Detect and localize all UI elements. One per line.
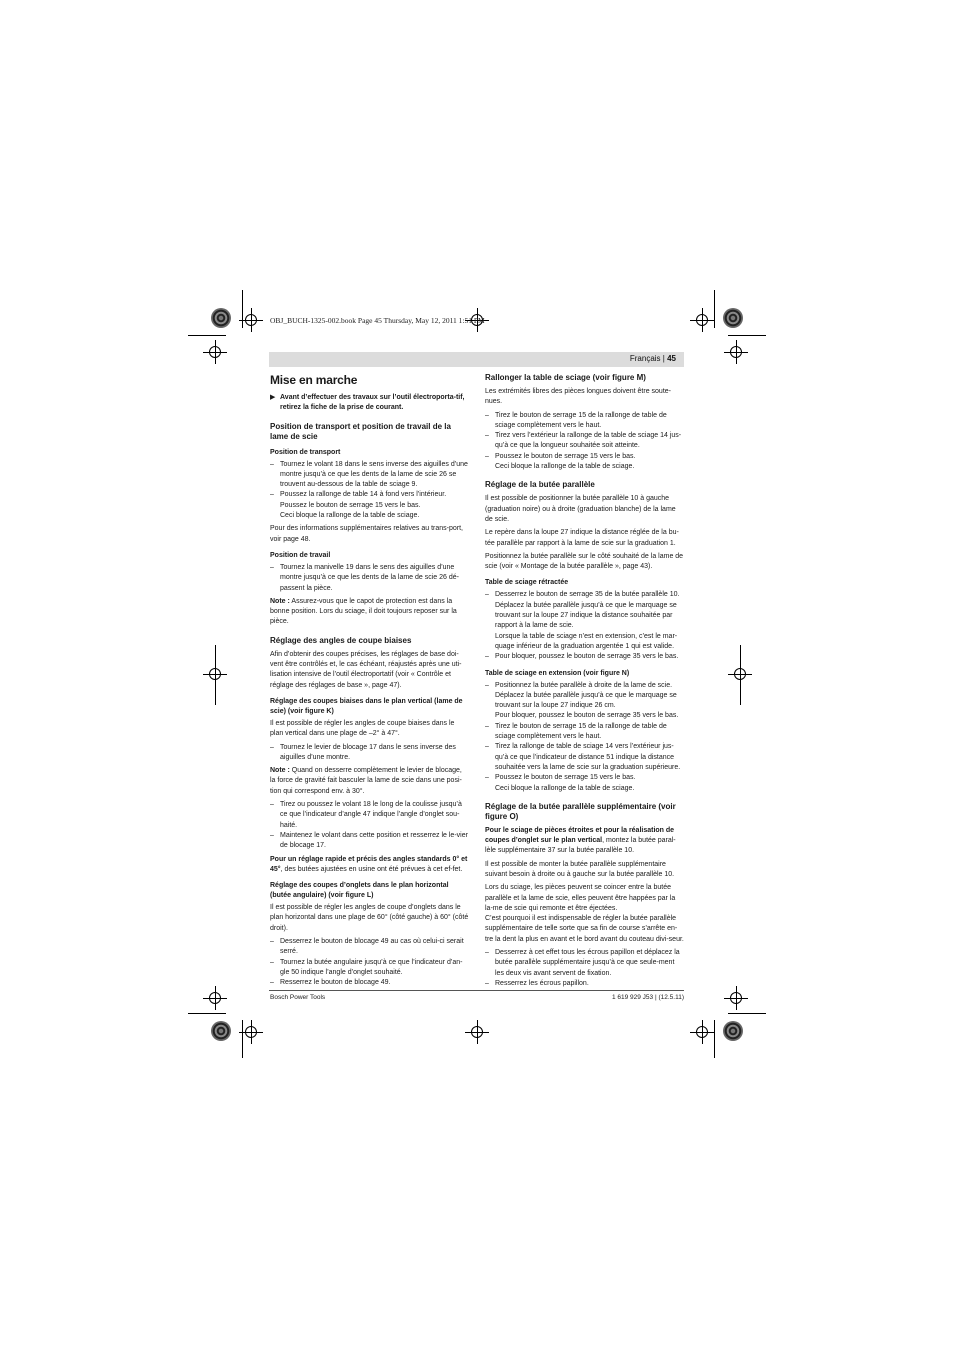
list-item: – Tournez le levier de blocage 17 dans le sens inverse des aiguilles d’une montre. (270, 743, 469, 764)
extend-steps (485, 411, 684, 462)
color-target-icon (211, 308, 231, 328)
crop-line (728, 1013, 766, 1014)
aux-bold: Pour le sciage de pièces étroites et pour la réalisation de coupes d’onglet sur le plan vertical (485, 826, 675, 845)
warning-text: Avant d’effectuer des travaux sur l’outil électroporta-tif, retirez la fiche de la prise de courant. (280, 394, 465, 412)
print-slug: OBJ_BUCH-1325-002.book Page 45 Thursday, May 12, 2011 1:51 PM (270, 316, 485, 325)
warning-triangle-icon: ▶ (270, 394, 276, 401)
list-item-continuation: Déplacez la butée parallèle jusqu’à ce que le marquage se trouvant sur la loupe 27 indique 26 cm. (495, 691, 677, 710)
parallel-p3: Positionnez la butée parallèle sur le côté souhaité de la lame de scie (voir « Montage de la butée parallèle », page 43). (485, 552, 684, 571)
aux-p4: C’est pourquoi il est indispensable de régler la butée parallèle supplémentaire de telle sorte que sa fin de course s’arrête en-tre la dent la plus en avant et le bord avant du couteau divi-seur. (485, 915, 684, 943)
extend-continuation: Ceci bloque la rallonge de la table de sciage. (495, 463, 635, 471)
note-label: Note : (270, 597, 290, 605)
registration-mark-icon (203, 986, 227, 1010)
list-item: – Desserrez à cet effet tous les écrous papillon et déplacez la butée parallèle supplémentaire jusqu’à ce que seule-ment les deux vis avant servent de fixation. (485, 948, 684, 979)
vertical-subheading: Réglage des coupes biaises dans le plan vertical (lame de scie) (voir figure K) (270, 697, 463, 715)
transport-heading: Position de transport et position de travail de la lame de scie (270, 421, 451, 441)
work-steps (270, 563, 469, 594)
work-subheading: Position de travail (270, 551, 331, 559)
registration-mark-icon (724, 340, 748, 364)
list-item (485, 590, 684, 652)
list-item: – Poussez le bouton de serrage 15 vers le bas. (485, 452, 684, 462)
list-item: – Tirez vers l’extérieur la rallonge de la table de sciage 14 jus-qu’à ce que la longueur souhaitée soit atteinte. (485, 431, 684, 452)
list-item: – Poussez la rallonge de table 14 à fond vers l’intérieur. Poussez le bouton de serrage 15 vers le bas. (270, 490, 469, 511)
list-item: – Tournez le volant 18 dans le sens inverse des aiguilles d’une montre jusqu’à ce que les dents de la lame de scie 26 se trouvent au-dessous de la table de sciage 9. (270, 460, 469, 491)
registration-mark-icon (239, 308, 263, 332)
list-item: – Tirez le bouton de serrage 15 de la rallonge de table de sciage complètement vers le haut. (485, 722, 684, 743)
header-language: Français (629, 354, 661, 363)
work-note (270, 597, 469, 628)
list-item-continuation: Déplacez la butée parallèle jusqu’à ce que le marquage se trouvant sur la loupe 27 indique la distance souhaitée par rapport à la lame de scie. (495, 601, 677, 630)
aux-bold-rest: , montez la butée paral-lèle supplémentaire 37 sur la butée parallèle 10. (485, 837, 676, 855)
crop-line (188, 1013, 226, 1014)
aux-p3: Lors du sciage, les pièces peuvent se coincer entre la butée parallèle et la lame de scie, elles peuvent être happées par la la-me de scie qui remonte et être éjectées. (485, 884, 676, 912)
extended-continuation: Ceci bloque la rallonge de la table de sciage. (495, 784, 635, 792)
right-column (485, 371, 684, 992)
list-item: – Pour bloquer, poussez le bouton de serrage 35 vers le bas. (485, 652, 684, 662)
vertical-intro: Il est possible de régler les angles de coupe biaises dans le plan vertical dans une plage de –2° à 47°. (270, 719, 455, 738)
color-target-icon (723, 308, 743, 328)
page-number: 45 (667, 354, 676, 363)
quick-setting (270, 855, 469, 876)
list-item-continuation: Lorsque la table de sciage n’est en extension, c’est le mar-quage inférieur de la graduation argentée 1 qui est valide. (495, 632, 678, 650)
vertical-steps-2 (270, 800, 469, 851)
crop-line (728, 335, 766, 336)
list-item: – Tournez la butée angulaire jusqu’à ce que l’indicateur d’an-gle 50 indique l’angle d’onglet souhaité. (270, 958, 469, 979)
note-text: Assurez-vous que le capot de protection est dans la bonne position. Lors du sciage, il doit toujours reposer sur la pièce. (270, 597, 457, 626)
aux-steps (485, 948, 684, 989)
footer-code: 1 619 929 J53 | (12.5.11) (611, 994, 684, 1001)
transport-steps (270, 460, 469, 511)
parallel-p2: Le repère dans la loupe 27 indique la distance réglée de la bu-tée parallèle par rapport à la lame de scie sur la graduation 1. (485, 529, 679, 547)
aux-p2: Il est possible de monter la butée parallèle supplémentaire suivant besoin à droite ou à gauche sur la butée parallèle 10. (485, 860, 675, 878)
list-item-text: Positionnez la butée parallèle à droite de la lame de scie. (495, 681, 673, 689)
list-item: – Maintenez le volant dans cette position et resserrez le le-vier de blocage 17. (270, 831, 469, 852)
footer-brand: Bosch Power Tools (270, 994, 326, 1001)
crop-line (714, 1020, 715, 1058)
parallel-heading: Réglage de la butée parallèle (485, 480, 595, 490)
list-item: – Tirez ou poussez le volant 18 le long de la coulisse jusqu’à ce que l’indicateur d’angle 47 indique l’angle d’onglet sou-haité. (270, 800, 469, 831)
list-item-text: Desserrez le bouton de serrage 35 de la butée parallèle 10. (495, 591, 680, 599)
list-item (485, 681, 684, 722)
list-item-continuation: Pour bloquer, poussez le bouton de serrage 35 vers le bas. (495, 712, 679, 720)
retracted-steps (485, 590, 684, 662)
list-item: – Tournez la manivelle 19 dans le sens des aiguilles d’une montre jusqu’à ce que les dents de la lame de scie 26 dé-passent la pièce. (270, 563, 469, 594)
registration-mark-icon (239, 1020, 263, 1044)
list-item: – Resserrez les écrous papillon. (485, 979, 684, 989)
extend-heading: Rallonger la table de sciage (voir figure M) (485, 373, 646, 382)
registration-mark-icon (465, 1020, 489, 1044)
note-text: Quand on desserre complètement le levier de blocage, la force de gravité fait basculer la lame de scie dans une posi-tion qui correspond env. à 30°. (270, 767, 462, 795)
registration-mark-icon (203, 662, 227, 686)
bevel-heading: Réglage des angles de coupe biaises (270, 635, 412, 645)
registration-mark-icon (724, 986, 748, 1010)
vertical-steps (270, 743, 469, 764)
section-title: Mise en marche (270, 373, 358, 387)
aux-p1 (485, 826, 684, 857)
horizontal-steps (270, 937, 469, 988)
parallel-p1: Il est possible de positionner la butée parallèle 10 à gauche (graduation noire) ou à droite (graduation blanche) de la lame de scie. (485, 495, 676, 523)
retracted-subheading: Table de sciage rétractée (485, 579, 569, 587)
safety-warning (270, 393, 469, 414)
quick-bold: Pour un réglage rapide et précis des angles standards 0° et 45° (270, 855, 468, 873)
list-item: – Tirez la rallonge de table de sciage 14 vers l’extérieur jus-qu’à ce que l’indicateur de distance 51 indique la distance souhaitée vers la lame de scie sur la graduation supérieure. (485, 742, 684, 773)
left-column (270, 371, 469, 991)
horizontal-subheading: Réglage des coupes d’onglets dans le plan horizontal (butée angulaire) (voir figure L) (270, 882, 449, 900)
crop-line (714, 290, 715, 328)
header-text: Français | 45 (629, 354, 676, 363)
registration-mark-icon (690, 308, 714, 332)
registration-mark-icon (728, 662, 752, 686)
horizontal-intro: Il est possible de régler les angles de coupe d’onglets dans le plan horizontal dans une plage de 60° (côté gauche) à 60° (côté droit). (270, 904, 469, 932)
registration-mark-icon (203, 340, 227, 364)
transport-info: Pour des informations supplémentaires relatives au trans-port, voir page 48. (270, 525, 463, 543)
extended-steps (485, 681, 684, 784)
bevel-intro: Afin d’obtenir des coupes précises, les réglages de base doi-vent être contrôlés et, le cas échéant, réajustés après une uti-lisation intensive de l’outil électroportatif (voir « Contrôle et réglage des réglages de base », page 47). (270, 650, 462, 689)
list-item: – Tirez le bouton de serrage 15 de la rallonge de table de sciage complètement vers le haut. (485, 411, 684, 432)
transport-continuation: Ceci bloque la rallonge de la table de sciage. (280, 512, 420, 520)
list-item: – Resserrez le bouton de blocage 49. (270, 978, 469, 988)
page-header (269, 352, 684, 367)
note-label: Note : (270, 767, 290, 775)
extended-subheading: Table de sciage en extension (voir figure N) (485, 669, 630, 677)
quick-rest: , des butées ajustées en usine ont été prévues à cet ef-fet. (280, 865, 463, 873)
vertical-note (270, 766, 469, 797)
color-target-icon (723, 1021, 743, 1041)
list-item: – Poussez le bouton de serrage 15 vers le bas. (485, 773, 684, 783)
transport-subheading: Position de transport (270, 448, 341, 456)
crop-line (188, 335, 226, 336)
list-item: – Desserrez le bouton de blocage 49 au cas où celui-ci serait serré. (270, 937, 469, 958)
color-target-icon (211, 1021, 231, 1041)
registration-mark-icon (690, 1020, 714, 1044)
extend-intro: Les extrémités libres des pièces longues doivent être soute-nues. (485, 388, 671, 406)
footer-rule (269, 990, 684, 991)
aux-heading: Réglage de la butée parallèle supplémentaire (voir figure O) (485, 801, 676, 821)
